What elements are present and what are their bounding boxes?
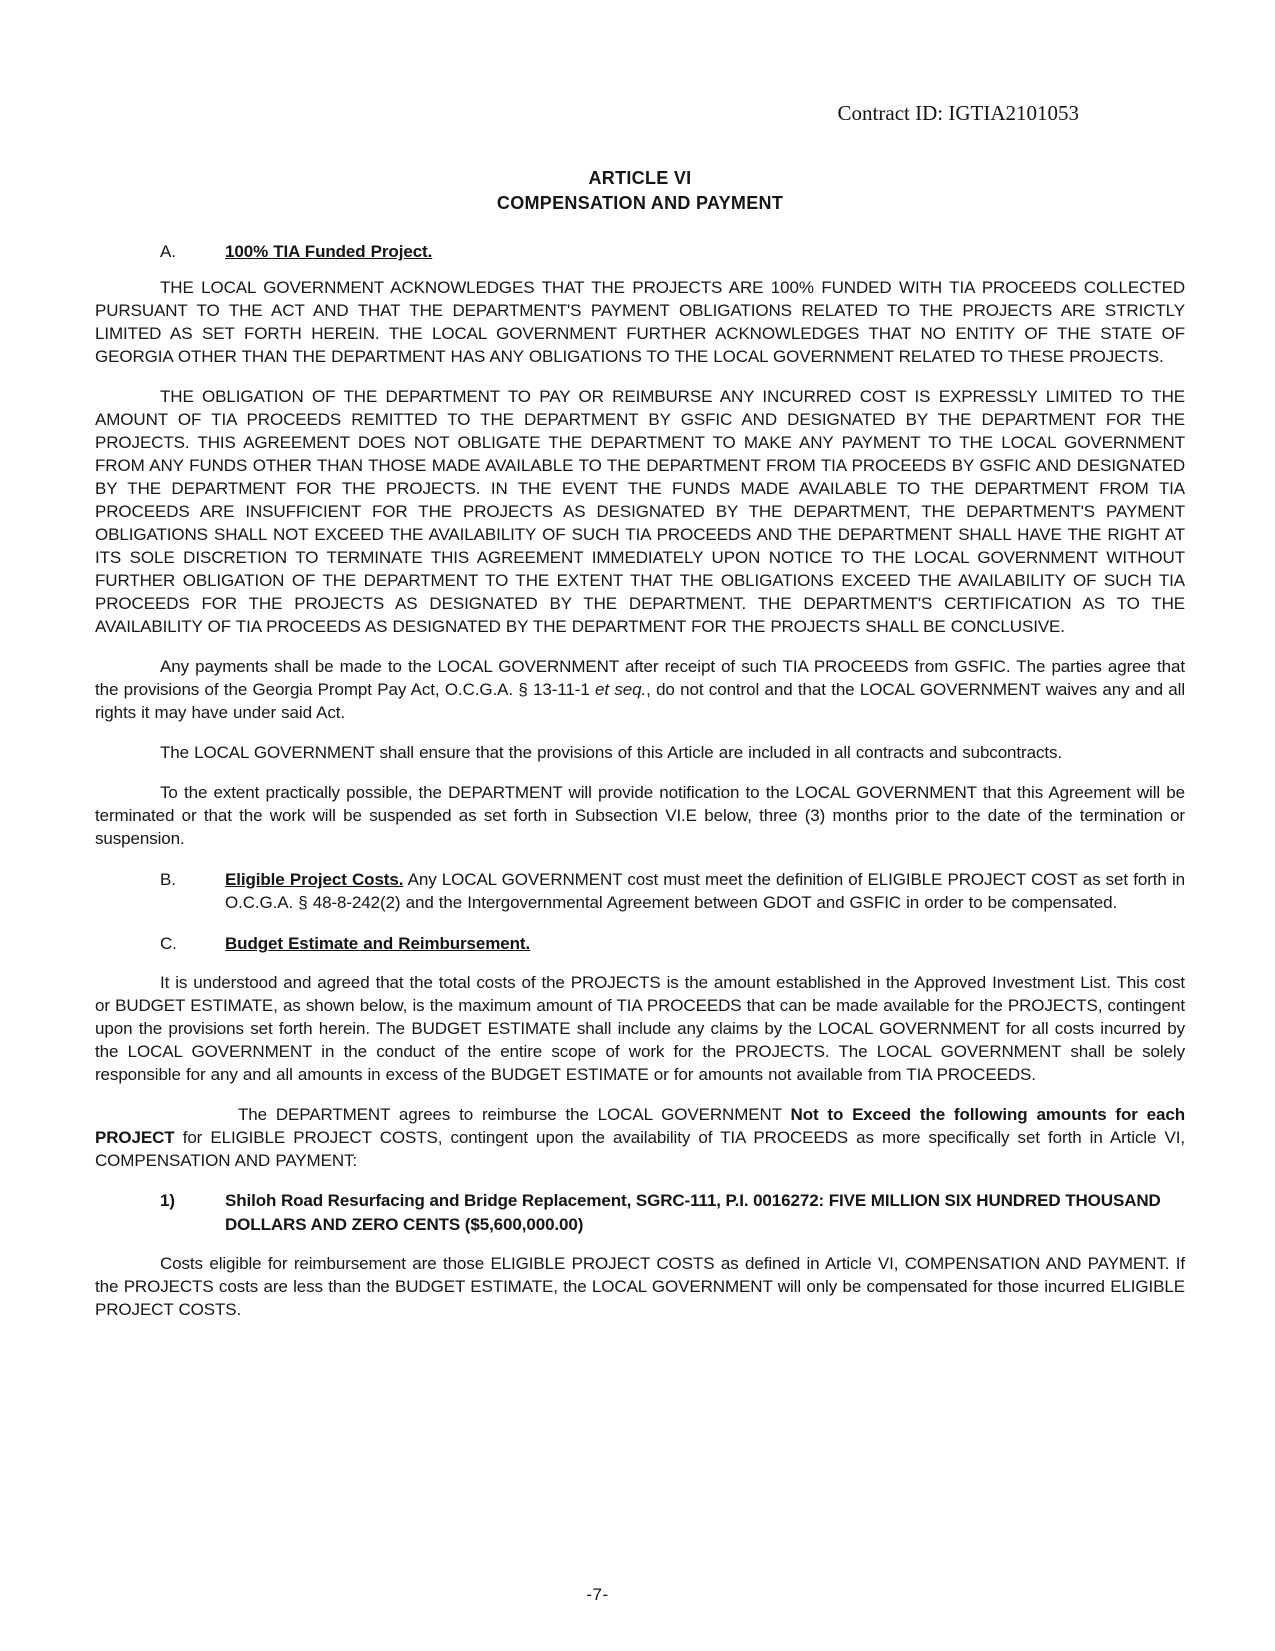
section-b-body xyxy=(225,868,1185,914)
paragraph-6: It is understood and agreed that the total costs of the PROJECTS is the amount established in the Approved Investment List. This cost or BUDGET ESTIMATE, as shown below, is the maximum amount of TIA PROCEEDS that can be made available for the PROJECTS, contingent upon the provisions set forth herein. The BUDGET ESTIMATE shall include any claims by the LOCAL GOVERNMENT for all costs incurred by the LOCAL GOVERNMENT in the conduct of the entire scope of work for the PROJECTS. The LOCAL GOVERNMENT shall be solely responsible for any and all amounts in excess of the BUDGET ESTIMATE or for amounts not available from TIA PROCEEDS. xyxy=(95,973,1185,1084)
paragraph-7-text: The DEPARTMENT agrees to reimburse the LOCAL GOVERNMENT xyxy=(238,1105,791,1124)
paragraph-4: The LOCAL GOVERNMENT shall ensure that the provisions of this Article are included in all contracts and subcontracts. xyxy=(160,743,1063,762)
paragraph-8: Costs eligible for reimbursement are those ELIGIBLE PROJECT COSTS as defined in Article VI, COMPENSATION AND PAYMENT. If the PROJECTS costs are less than the BUDGET ESTIMATE, the LOCAL GOVERNMENT will only be compensated for those incurred ELIGIBLE PROJECT COSTS. xyxy=(95,1254,1185,1319)
paragraph-3-text: Any payments shall be made to the LOCAL GOVERNMENT after receipt of such TIA PROCEEDS from GSFIC. The parties agree that the provisions of the Georgia Prompt Pay Act, O.C.G.A. § 13-11-1 xyxy=(95,657,1185,699)
page-number: -7- xyxy=(586,1585,609,1604)
section-a-letter: A. xyxy=(160,242,176,261)
section-a-heading xyxy=(95,240,1185,263)
paragraph-3 xyxy=(95,655,1185,724)
paragraph-7 xyxy=(95,1103,1185,1172)
section-c-title: Budget Estimate and Reimbursement. xyxy=(225,934,531,953)
section-a-title: 100% TIA Funded Project. xyxy=(225,242,433,261)
section-b xyxy=(95,868,1185,914)
paragraph-5: To the extent practically possible, the DEPARTMENT will provide notification to the LOCAL GOVERNMENT that this Agreement will be terminated or that the work will be suspended as set forth in Subsection VI.E below, three (3) months prior to the date of the termination or suspension. xyxy=(95,783,1185,848)
paragraph-2: THE OBLIGATION OF THE DEPARTMENT TO PAY OR REIMBURSE ANY INCURRED COST IS EXPRESSLY LIMITED TO THE AMOUNT OF TIA PROCEEDS REMITTED TO THE DEPARTMENT BY GSFIC AND DESIGNATED BY THE DEPARTMENT FOR THE PROJECTS. THIS AGREEMENT DOES NOT OBLIGATE THE DEPARTMENT TO MAKE ANY PAYMENT TO THE LOCAL GOVERNMENT FROM ANY FUNDS OTHER THAN THOSE MADE AVAILABLE TO THE DEPARTMENT FROM TIA PROCEEDS BY GSFIC AND DESIGNATED BY THE DEPARTMENT FOR THE PROJECTS. IN THE EVENT THE FUNDS MADE AVAILABLE TO THE DEPARTMENT FROM TIA PROCEEDS ARE INSUFFICIENT FOR THE PROJECTS AS DESIGNATED BY THE DEPARTMENT, THE DEPARTMENT'S PAYMENT OBLIGATIONS SHALL NOT EXCEED THE AVAILABILITY OF SUCH TIA PROCEEDS AND THE DEPARTMENT SHALL HAVE THE RIGHT AT ITS SOLE DISCRETION TO TERMINATE THIS AGREEMENT IMMEDIATELY UPON NOTICE TO THE LOCAL GOVERNMENT WITHOUT FURTHER OBLIGATION OF THE DEPARTMENT TO THE EXTENT THAT THE OBLIGATIONS EXCEED THE AVAILABILITY OF SUCH TIA PROCEEDS FOR THE PROJECTS AS DESIGNATED BY THE DEPARTMENT. THE DEPARTMENT'S CERTIFICATION AS TO THE AVAILABILITY OF TIA PROCEEDS AS DESIGNATED BY THE DEPARTMENT FOR THE PROJECTS SHALL BE CONCLUSIVE. xyxy=(95,387,1185,636)
section-b-title: Eligible Project Costs. xyxy=(225,870,404,889)
paragraph-1: THE LOCAL GOVERNMENT ACKNOWLEDGES THAT THE PROJECTS ARE 100% FUNDED WITH TIA PROCEEDS COLLECTED PURSUANT TO THE ACT AND THAT THE DEPARTMENT'S PAYMENT OBLIGATIONS RELATED TO THE PROJECTS ARE STRICTLY LIMITED AS SET FORTH HEREIN. THE LOCAL GOVERNMENT FURTHER ACKNOWLEDGES THAT NO ENTITY OF THE STATE OF GEORGIA OTHER THAN THE DEPARTMENT HAS ANY OBLIGATIONS TO THE LOCAL GOVERNMENT RELATED TO THESE PROJECTS. xyxy=(95,278,1185,366)
paragraph-7-bold: Not to Exceed the following amounts for each PROJECT xyxy=(95,1105,1185,1147)
section-b-letter: B. xyxy=(160,870,176,889)
section-c-heading xyxy=(95,932,1185,955)
paragraph-7-text-end: for ELIGIBLE PROJECT COSTS, contingent upon the availability of TIA PROCEEDS as more specifically set forth in Article VI, COMPENSATION AND PAYMENT: xyxy=(95,1128,1185,1170)
project-item-1 xyxy=(95,1189,1185,1237)
project-item-1-number: 1) xyxy=(160,1191,175,1210)
section-b-text: Any LOCAL GOVERNMENT cost must meet the definition of ELIGIBLE PROJECT COST as set forth in O.C.G.A. § 48-8-242(2) and the Intergovernmental Agreement between GDOT and GSFIC in order to be compensated. xyxy=(225,870,1185,912)
paragraph-3-text-end: , do not control and that the LOCAL GOVERNMENT waives any and all rights it may have under said Act. xyxy=(95,680,1185,722)
article-title-line1: ARTICLE VI xyxy=(588,168,692,188)
article-title-line2: COMPENSATION AND PAYMENT xyxy=(496,193,784,213)
project-item-1-text: Shiloh Road Resurfacing and Bridge Replacement, SGRC-111, P.I. 0016272: FIVE MILLION SIX HUNDRED THOUSAND DOLLARS AND ZERO CENTS ($5,600,000.00) xyxy=(225,1191,1161,1234)
contract-id: Contract ID: IGTIA2101053 xyxy=(837,101,1079,125)
article-title xyxy=(95,166,1185,216)
section-c-letter: C. xyxy=(160,934,177,953)
paragraph-3-italic: et seq. xyxy=(595,680,647,699)
